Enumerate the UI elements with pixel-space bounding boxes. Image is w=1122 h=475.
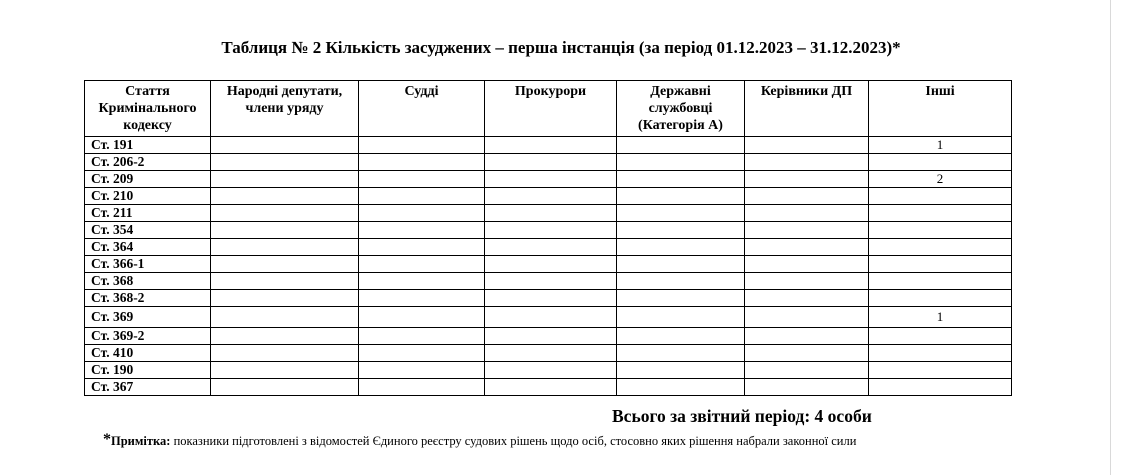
table-row	[85, 137, 1012, 154]
cell-soe-heads	[745, 290, 869, 307]
cell-soe-heads	[745, 188, 869, 205]
cell-soe-heads	[745, 362, 869, 379]
cell-prosecutors	[485, 362, 617, 379]
table-row	[85, 171, 1012, 188]
cell-others	[869, 239, 1012, 256]
cell-prosecutors	[485, 290, 617, 307]
cell-deputies	[211, 290, 359, 307]
cell-soe-heads	[745, 379, 869, 396]
page-edge-divider	[1110, 0, 1111, 475]
cell-article: Ст. 369	[85, 307, 211, 328]
convictions-table	[84, 80, 1012, 396]
cell-others: 2	[869, 171, 1012, 188]
cell-others	[869, 273, 1012, 290]
cell-deputies	[211, 188, 359, 205]
cell-article: Ст. 368	[85, 273, 211, 290]
header-deputies: Народні депутати, члени уряду	[211, 81, 359, 137]
cell-prosecutors	[485, 307, 617, 328]
cell-article: Ст. 366-1	[85, 256, 211, 273]
cell-article: Ст. 369-2	[85, 328, 211, 345]
cell-judges	[359, 239, 485, 256]
table-header-row	[85, 81, 1012, 137]
cell-article: Ст. 367	[85, 379, 211, 396]
cell-soe-heads	[745, 256, 869, 273]
cell-deputies	[211, 239, 359, 256]
cell-others: 1	[869, 137, 1012, 154]
cell-deputies	[211, 222, 359, 239]
cell-judges	[359, 154, 485, 171]
cell-civil-servants	[617, 205, 745, 222]
footnote	[103, 431, 856, 450]
cell-prosecutors	[485, 205, 617, 222]
cell-judges	[359, 222, 485, 239]
cell-soe-heads	[745, 273, 869, 290]
cell-judges	[359, 290, 485, 307]
cell-deputies	[211, 137, 359, 154]
cell-soe-heads	[745, 239, 869, 256]
cell-judges	[359, 256, 485, 273]
cell-prosecutors	[485, 345, 617, 362]
cell-article: Ст. 191	[85, 137, 211, 154]
table-row	[85, 290, 1012, 307]
table-row	[85, 154, 1012, 171]
table-row	[85, 362, 1012, 379]
footnote-text: показники підготовлені з відомостей Єдиного реєстру судових рішень щодо осіб, стосовно яких рішення набрали законної сили	[170, 434, 857, 448]
cell-others	[869, 290, 1012, 307]
cell-judges	[359, 328, 485, 345]
cell-article: Ст. 364	[85, 239, 211, 256]
cell-article: Ст. 354	[85, 222, 211, 239]
header-soe-heads: Керівники ДП	[745, 81, 869, 137]
table-body	[85, 137, 1012, 396]
cell-civil-servants	[617, 290, 745, 307]
cell-others	[869, 362, 1012, 379]
cell-deputies	[211, 328, 359, 345]
table-row	[85, 345, 1012, 362]
cell-prosecutors	[485, 222, 617, 239]
cell-others	[869, 188, 1012, 205]
cell-prosecutors	[485, 171, 617, 188]
cell-judges	[359, 188, 485, 205]
cell-civil-servants	[617, 154, 745, 171]
header-prosecutors: Прокурори	[485, 81, 617, 137]
cell-prosecutors	[485, 256, 617, 273]
cell-judges	[359, 205, 485, 222]
cell-others: 1	[869, 307, 1012, 328]
cell-judges	[359, 307, 485, 328]
table-row	[85, 205, 1012, 222]
cell-others	[869, 222, 1012, 239]
cell-article: Ст. 410	[85, 345, 211, 362]
table-row	[85, 239, 1012, 256]
cell-others	[869, 328, 1012, 345]
cell-deputies	[211, 154, 359, 171]
cell-article: Ст. 211	[85, 205, 211, 222]
cell-soe-heads	[745, 171, 869, 188]
cell-article: Ст. 368-2	[85, 290, 211, 307]
cell-civil-servants	[617, 222, 745, 239]
header-others: Інші	[869, 81, 1012, 137]
cell-deputies	[211, 171, 359, 188]
cell-article: Ст. 209	[85, 171, 211, 188]
cell-prosecutors	[485, 379, 617, 396]
cell-prosecutors	[485, 154, 617, 171]
cell-soe-heads	[745, 154, 869, 171]
cell-judges	[359, 273, 485, 290]
table-title: Таблиця № 2 Кількість засуджених – перша інстанція (за період 01.12.2023 – 31.12.2023)*	[221, 38, 901, 57]
period-total: Всього за звітний період: 4 особи	[612, 406, 872, 426]
cell-prosecutors	[485, 137, 617, 154]
table-row	[85, 307, 1012, 328]
cell-civil-servants	[617, 362, 745, 379]
cell-deputies	[211, 307, 359, 328]
cell-soe-heads	[745, 137, 869, 154]
table-row	[85, 328, 1012, 345]
cell-prosecutors	[485, 328, 617, 345]
cell-civil-servants	[617, 328, 745, 345]
cell-others	[869, 379, 1012, 396]
cell-others	[869, 154, 1012, 171]
cell-soe-heads	[745, 345, 869, 362]
cell-civil-servants	[617, 307, 745, 328]
cell-deputies	[211, 256, 359, 273]
cell-others	[869, 345, 1012, 362]
cell-article: Ст. 210	[85, 188, 211, 205]
header-article: Стаття Кримінального кодексу	[85, 81, 211, 137]
cell-judges	[359, 171, 485, 188]
table-row	[85, 256, 1012, 273]
cell-prosecutors	[485, 188, 617, 205]
cell-civil-servants	[617, 379, 745, 396]
cell-civil-servants	[617, 137, 745, 154]
cell-deputies	[211, 345, 359, 362]
cell-civil-servants	[617, 171, 745, 188]
cell-civil-servants	[617, 345, 745, 362]
footnote-asterisk: *	[103, 431, 111, 448]
cell-deputies	[211, 379, 359, 396]
cell-soe-heads	[745, 205, 869, 222]
header-judges: Судді	[359, 81, 485, 137]
cell-judges	[359, 362, 485, 379]
cell-deputies	[211, 362, 359, 379]
cell-prosecutors	[485, 239, 617, 256]
cell-soe-heads	[745, 307, 869, 328]
cell-civil-servants	[617, 256, 745, 273]
cell-judges	[359, 137, 485, 154]
cell-soe-heads	[745, 222, 869, 239]
cell-deputies	[211, 273, 359, 290]
header-civil-servants: Державні службовці (Категорія А)	[617, 81, 745, 137]
cell-judges	[359, 379, 485, 396]
cell-others	[869, 205, 1012, 222]
table-row	[85, 222, 1012, 239]
cell-civil-servants	[617, 273, 745, 290]
cell-article: Ст. 206-2	[85, 154, 211, 171]
cell-soe-heads	[745, 328, 869, 345]
footnote-label: Примітка:	[111, 434, 171, 448]
cell-civil-servants	[617, 239, 745, 256]
cell-article: Ст. 190	[85, 362, 211, 379]
cell-prosecutors	[485, 273, 617, 290]
cell-civil-servants	[617, 188, 745, 205]
table-row	[85, 188, 1012, 205]
table-row	[85, 379, 1012, 396]
cell-judges	[359, 345, 485, 362]
table-row	[85, 273, 1012, 290]
cell-others	[869, 256, 1012, 273]
cell-deputies	[211, 205, 359, 222]
